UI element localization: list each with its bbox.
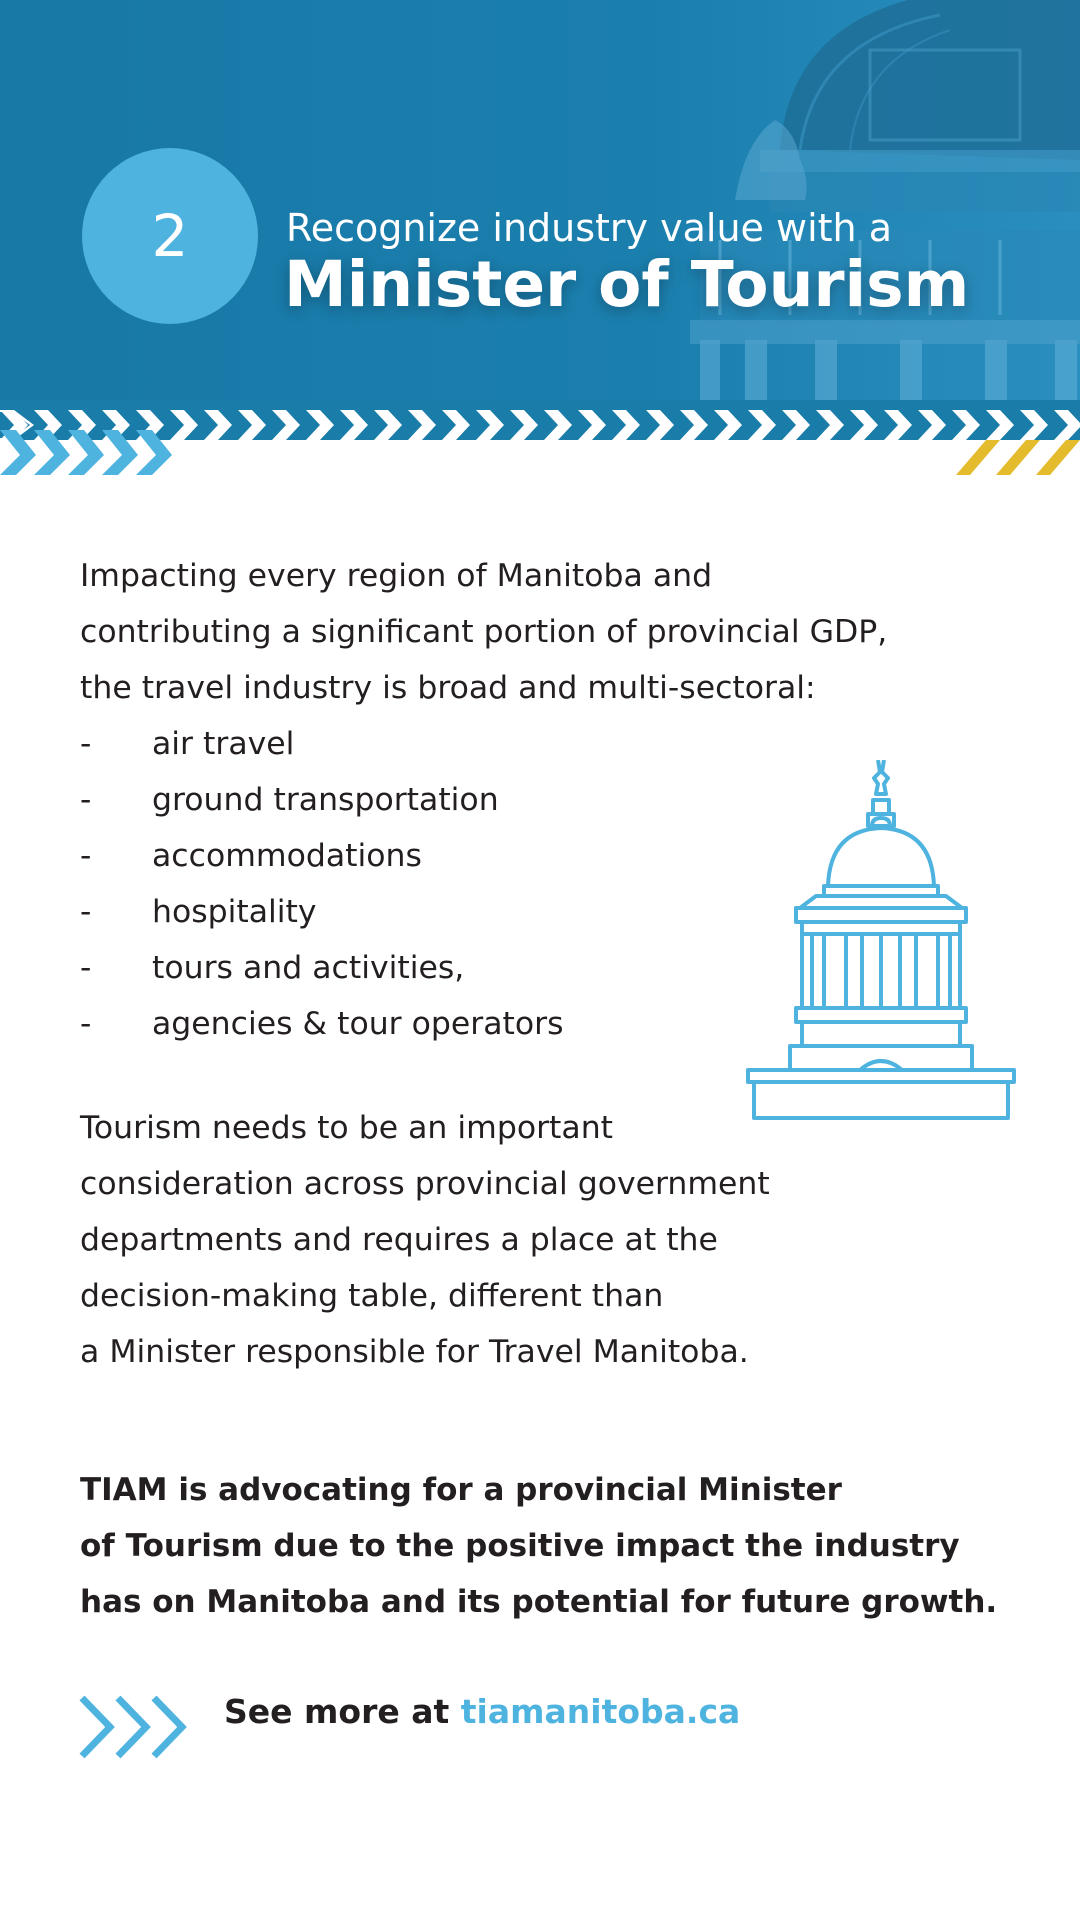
sector-list: [80, 716, 564, 1052]
list-item-text: tours and activities,: [152, 950, 465, 986]
list-dash: -: [80, 1006, 92, 1042]
intro-line: the travel industry is broad and multi-sectoral:: [80, 670, 816, 706]
body-line: Tourism needs to be an important: [80, 1110, 614, 1146]
list-item-text: accommodations: [152, 838, 422, 874]
cta-prefix: See more at: [224, 1692, 461, 1731]
yellow-slash: [996, 440, 1040, 475]
list-item-text: ground transportation: [152, 782, 499, 818]
body-paragraph: [80, 1100, 770, 1380]
body-line: a Minister responsible for Travel Manitoba.: [80, 1334, 749, 1370]
page-title: Minister of Tourism: [284, 248, 970, 321]
step-number: 2: [151, 202, 189, 270]
list-item: [80, 828, 564, 884]
yellow-slash: [956, 440, 1000, 475]
statement-line: of Tourism due to the positive impact the industry: [80, 1528, 960, 1564]
list-dash: -: [80, 894, 92, 930]
list-item-text: air travel: [152, 726, 295, 762]
list-dash: -: [80, 726, 92, 762]
body-line: decision-making table, different than: [80, 1278, 664, 1314]
list-item: [80, 772, 564, 828]
see-more-cta: [224, 1692, 740, 1731]
body-line: departments and requires a place at the: [80, 1222, 718, 1258]
body-line: consideration across provincial government: [80, 1166, 770, 1202]
statement-line: has on Manitoba and its potential for future growth.: [80, 1584, 998, 1620]
chevron-arrows-icon: [78, 1694, 192, 1760]
list-item: [80, 996, 564, 1052]
intro-line: Impacting every region of Manitoba and: [80, 558, 713, 594]
advocacy-statement: [80, 1462, 997, 1630]
intro-line: contributing a significant portion of provincial GDP,: [80, 614, 888, 650]
list-dash: -: [80, 838, 92, 874]
step-number-badge: [82, 148, 258, 324]
list-dash: -: [80, 950, 92, 986]
list-item: [80, 716, 564, 772]
list-item-text: hospitality: [152, 894, 317, 930]
header-subtitle: Recognize industry value with a: [286, 206, 892, 250]
intro-paragraph: [80, 548, 887, 716]
yellow-slash: [1036, 440, 1080, 475]
statement-line: TIAM is advocating for a provincial Minister: [80, 1472, 842, 1508]
list-item: [80, 884, 564, 940]
chevron-divider: [0, 400, 1080, 490]
list-item-text: agencies & tour operators: [152, 1006, 564, 1042]
legislative-dome-icon: [746, 760, 1016, 1126]
list-item: [80, 940, 564, 996]
list-dash: -: [80, 782, 92, 818]
website-link[interactable]: tiamanitoba.ca: [460, 1692, 741, 1731]
